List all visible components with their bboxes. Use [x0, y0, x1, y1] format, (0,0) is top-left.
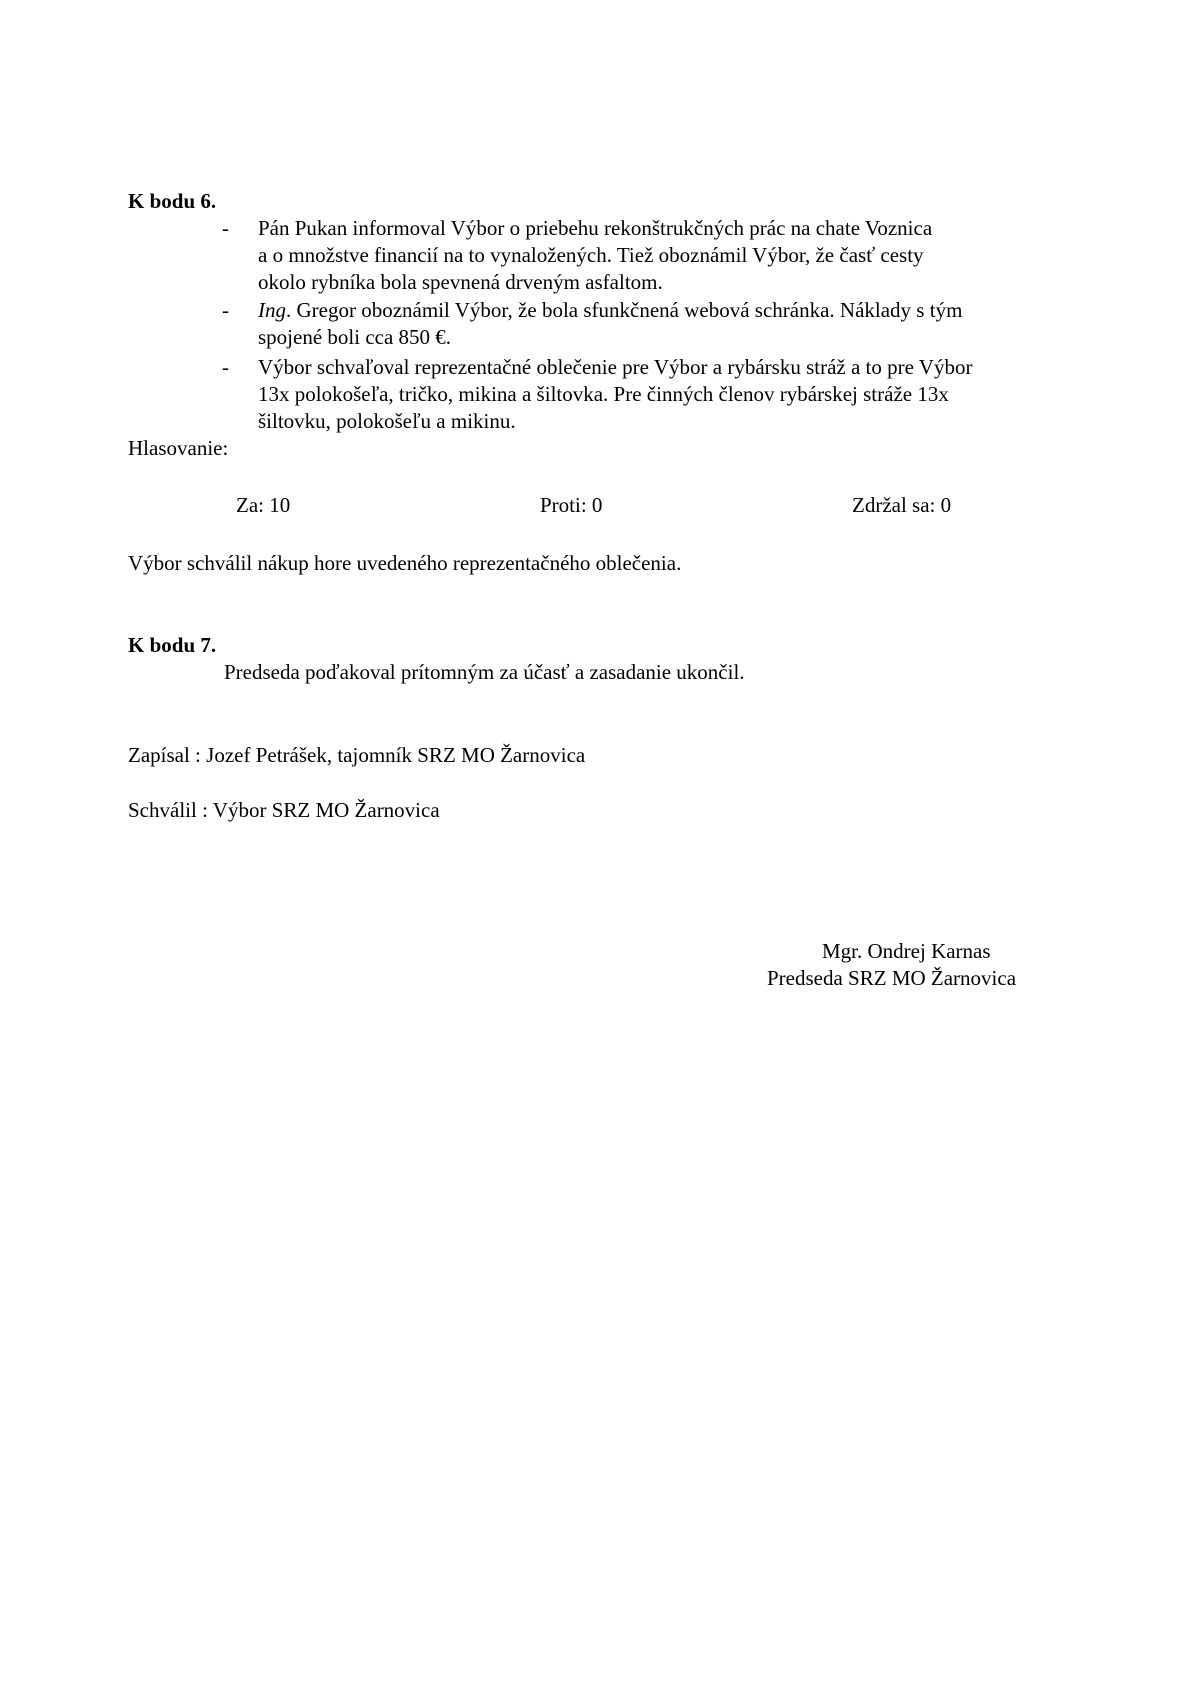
recorded-by: Zapísal : Jozef Petrášek, tajomník SRZ MO Žarnovica — [128, 743, 586, 767]
bullet-1-line-3: okolo rybníka bola spevnená drveným asfaltom. — [258, 270, 663, 294]
signature-name: Mgr. Ondrej Karnas — [822, 939, 991, 963]
signature-title: Predseda SRZ MO Žarnovica — [767, 966, 1017, 990]
bullet-2-line-2: spojené boli cca 850 €. — [258, 325, 452, 349]
bullet-dash: - — [222, 355, 229, 379]
bullet-1-line-1: Pán Pukan informoval Výbor o priebehu rekonštrukčných prác na chate Voznica — [258, 216, 933, 240]
bullet-2-line-1 — [258, 297, 962, 323]
votes-against: Proti: 0 — [540, 493, 603, 517]
section-7-text: Predseda poďakoval prítomným za účasť a zasadanie ukončil. — [224, 660, 745, 684]
bullet-1-line-2: a o množstve financií na to vynaložených. Tiež oboznámil Výbor, že časť cesty — [258, 243, 924, 267]
voting-label: Hlasovanie: — [128, 436, 229, 460]
bullet-3-line-2: 13x polokošeľa, tričko, mikina a šiltovka. Pre činných členov rybárskej stráže 13x — [258, 382, 949, 406]
bullet-3-line-1: Výbor schvaľoval reprezentačné oblečenie pre Výbor a rybársku stráž a to pre Výbor — [258, 355, 973, 379]
votes-abstain: Zdržal sa: 0 — [852, 493, 952, 517]
section-6-heading: K bodu 6. — [128, 189, 217, 213]
bullet-2-line-1-rest: . Gregor oboznámil Výbor, že bola sfunkčnená webová schránka. Náklady s tým — [286, 298, 963, 322]
section-6-resolution: Výbor schválil nákup hore uvedeného reprezentačného oblečenia. — [128, 551, 682, 575]
bullet-2-italic-prefix: Ing — [258, 298, 286, 322]
votes-for: Za: 10 — [236, 493, 291, 517]
bullet-3-line-3: šiltovku, polokošeľu a mikinu. — [258, 409, 516, 433]
section-7-heading: K bodu 7. — [128, 633, 217, 657]
bullet-dash: - — [222, 298, 229, 322]
bullet-dash: - — [222, 216, 229, 240]
approved-by: Schválil : Výbor SRZ MO Žarnovica — [128, 798, 440, 822]
